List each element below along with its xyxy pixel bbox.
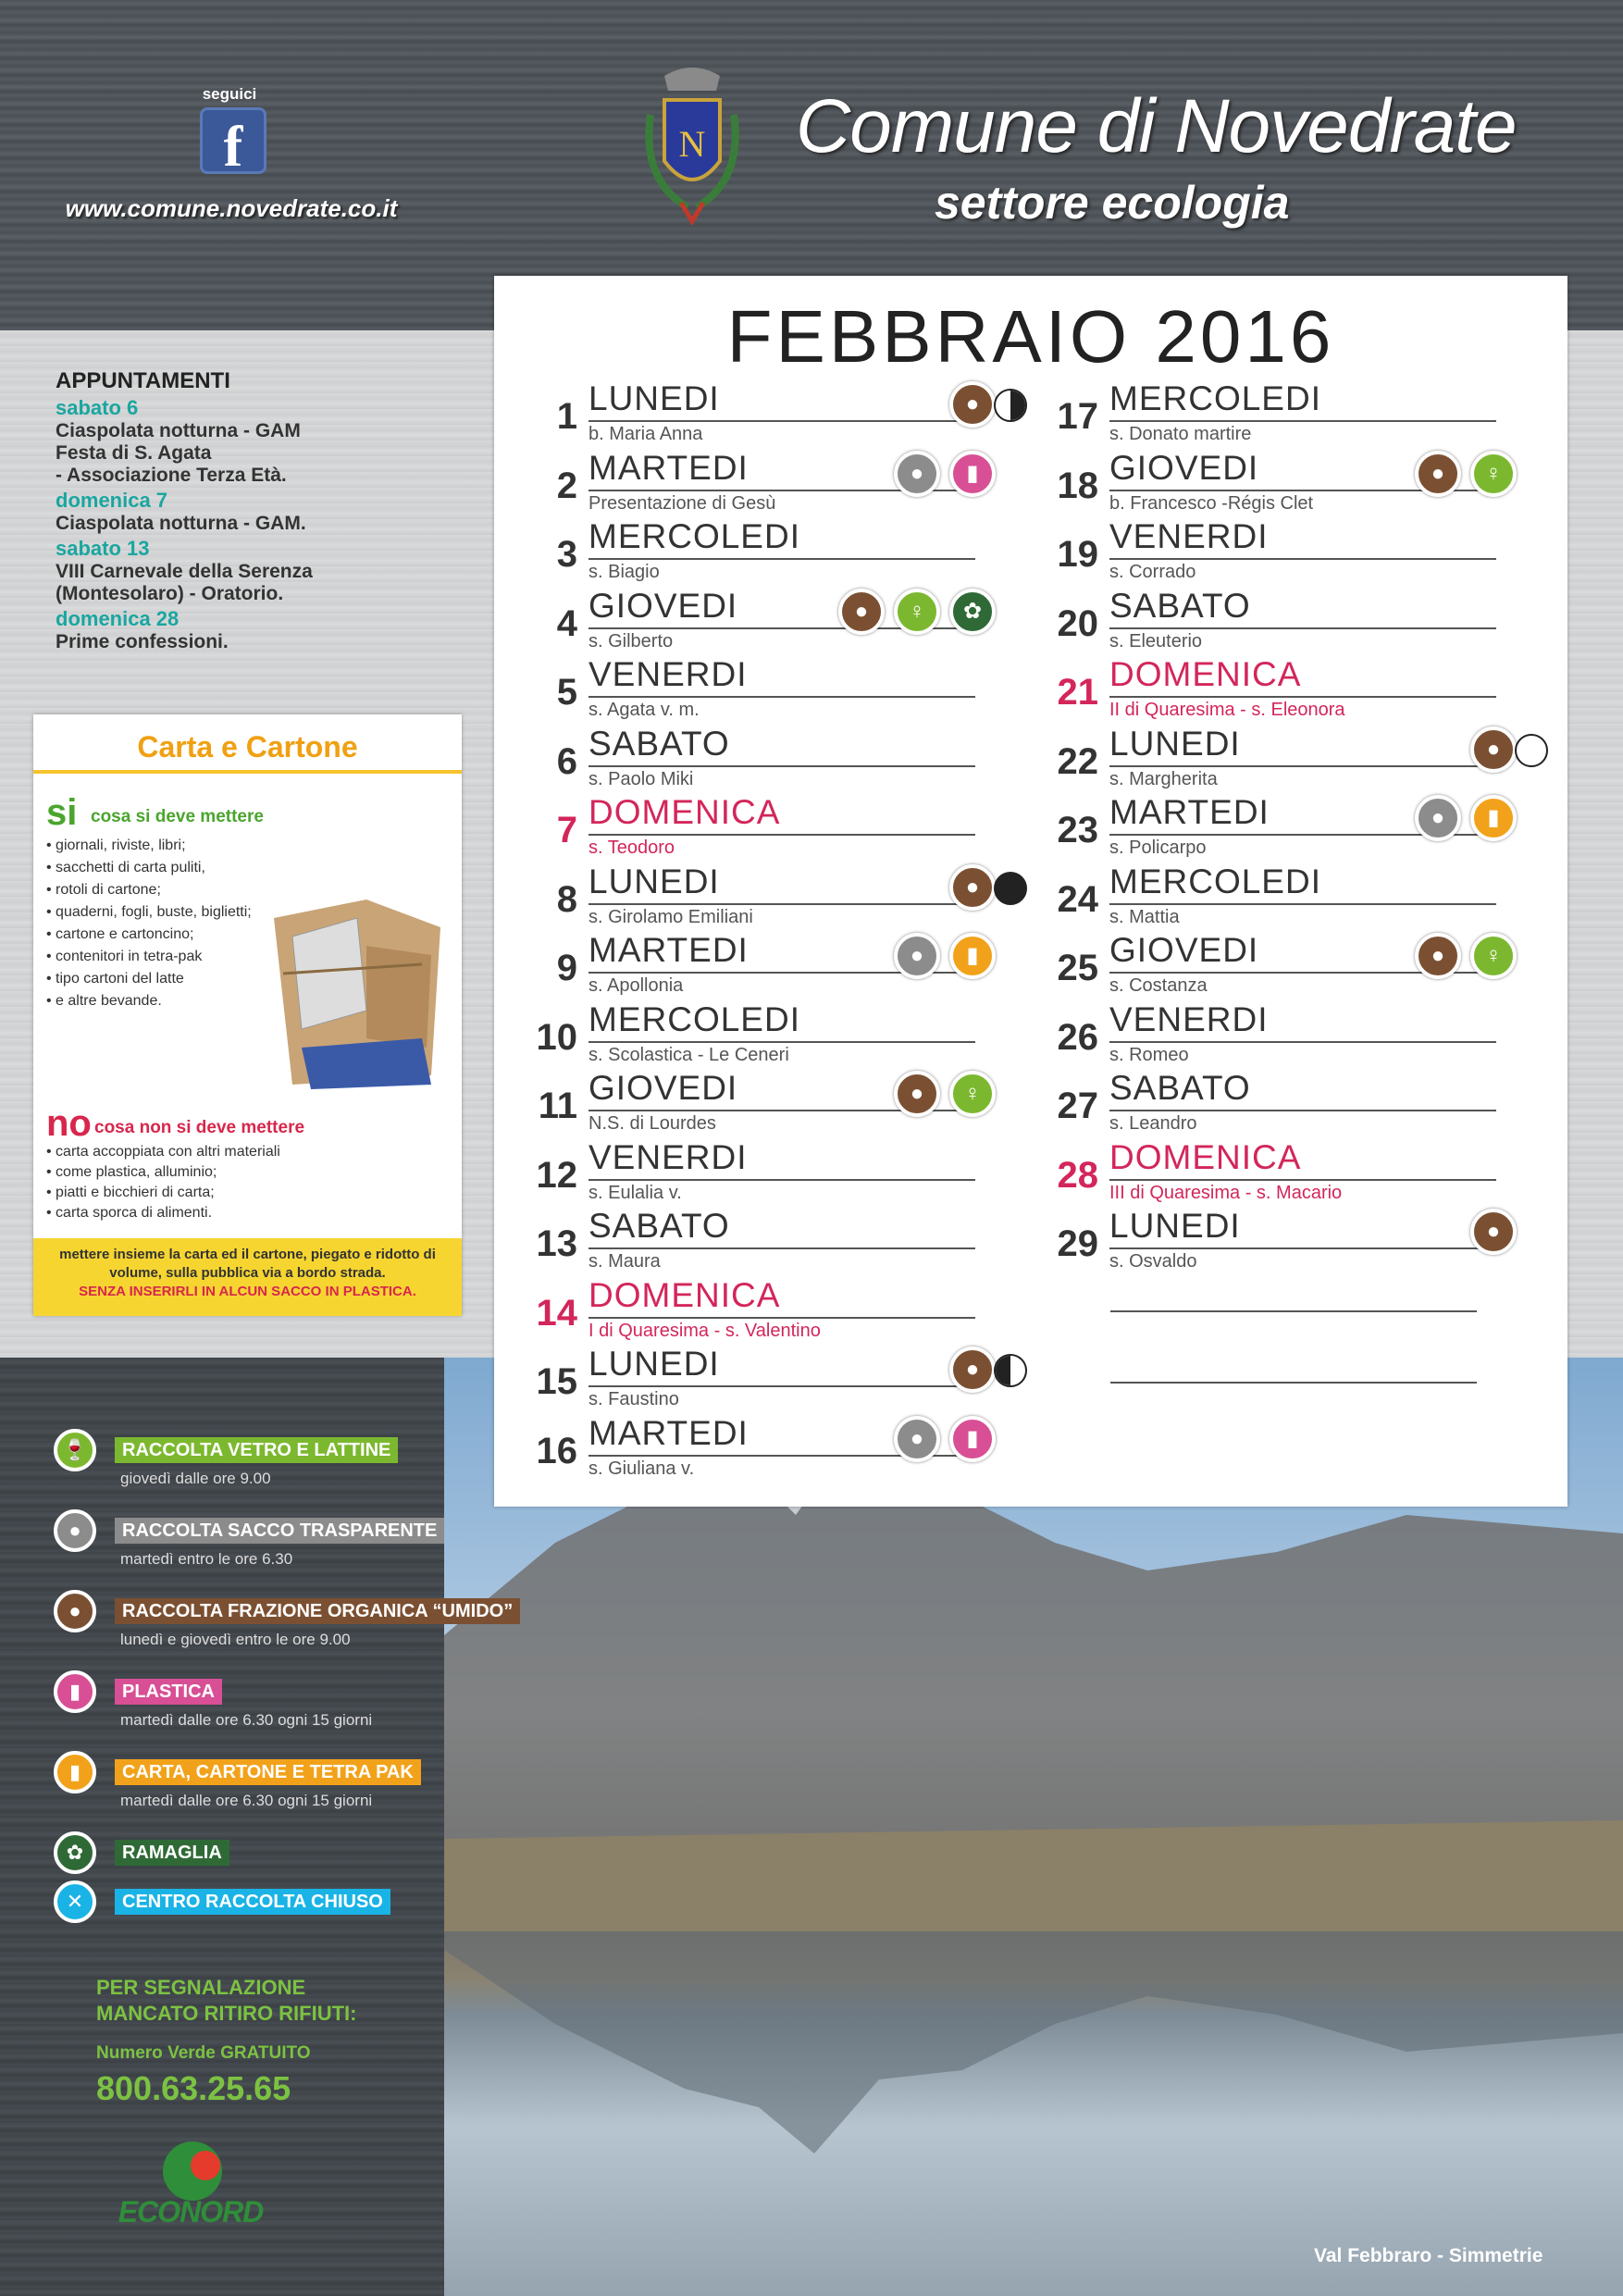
calendar-day-19	[1043, 517, 1559, 586]
day-saint: s. Mattia	[1109, 906, 1180, 927]
appointments-title: APPUNTAMENTI	[56, 368, 230, 393]
list-item-text: giornali, riviste, libri;	[56, 838, 186, 853]
crest-letter: N	[678, 123, 706, 165]
page-subtitle: settore ecologia	[935, 177, 1290, 229]
calendar-day-13	[522, 1207, 1038, 1275]
list-item-text: quaderni, fogli, buste, biglietti;	[56, 904, 252, 920]
day-name: DOMENICA	[588, 793, 781, 831]
blank-line	[1110, 1382, 1477, 1384]
calendar-panel	[494, 276, 1567, 1507]
calendar-day-24	[1043, 863, 1559, 931]
day-line	[588, 1179, 975, 1181]
umido-icon: ●	[838, 589, 885, 635]
follow-label: seguici	[202, 85, 257, 103]
day-name: LUNEDI	[588, 1345, 720, 1383]
list-item-text: carta accoppiata con altri materiali	[56, 1144, 280, 1160]
day-number: 10	[536, 1016, 577, 1058]
day-name: GIOVEDI	[1109, 931, 1259, 969]
calendar-day-18	[1043, 449, 1559, 517]
day-name: SABATO	[1109, 586, 1251, 625]
plastica-icon: ▮	[949, 1416, 996, 1462]
sacco-icon: ●	[894, 1416, 940, 1462]
day-number: 3	[556, 534, 577, 575]
vetro-icon: ♀	[894, 589, 940, 635]
day-saint: s. Giuliana v.	[588, 1458, 695, 1479]
day-saint: s. Teodoro	[588, 838, 675, 858]
day-number: 29	[1057, 1223, 1098, 1264]
list-item: • contenitori in tetra-pak	[46, 949, 203, 964]
page-title: Comune di Novedrate	[796, 84, 1517, 168]
day-line	[588, 696, 975, 698]
si-heading: si	[46, 792, 78, 833]
calendar-day-12	[522, 1138, 1038, 1207]
appointment-text: Ciaspolata notturna - GAM.	[56, 513, 306, 534]
report-line-2: MANCATO RITIRO RIFIUTI:	[96, 2002, 357, 2025]
day-line	[1109, 1247, 1496, 1249]
day-number: 18	[1057, 465, 1098, 506]
vetro-icon: ♀	[949, 1071, 996, 1117]
day-saint: s. Romeo	[1109, 1044, 1189, 1065]
calendar-day-25	[1043, 931, 1559, 999]
day-name: MARTEDI	[588, 448, 749, 487]
day-saint: s. Scolastica - Le Ceneri	[588, 1044, 789, 1065]
day-number: 22	[1057, 740, 1098, 782]
day-saint: II di Quaresima - s. Eleonora	[1109, 700, 1345, 720]
calendar-day-7	[522, 793, 1038, 862]
list-item: • come plastica, alluminio;	[46, 1164, 217, 1180]
day-name: DOMENICA	[1109, 1137, 1302, 1176]
list-item: • e altre bevande.	[46, 993, 162, 1009]
day-number: 14	[536, 1292, 577, 1334]
appointment-text: VIII Carnevale della Serenza	[56, 561, 313, 582]
day-saint: s. Eulalia v.	[588, 1182, 682, 1203]
ramaglia-icon: ✿	[949, 589, 996, 635]
day-number: 21	[1057, 672, 1098, 713]
day-saint: s. Paolo Miki	[588, 768, 694, 789]
list-item-text: rotoli di cartone;	[56, 882, 161, 898]
legend-label: RAMAGLIA	[115, 1840, 229, 1866]
day-number: 7	[556, 810, 577, 850]
day-line	[588, 1041, 975, 1043]
day-number: 12	[536, 1154, 577, 1196]
day-line	[588, 765, 975, 767]
day-line	[588, 903, 975, 905]
si-list	[46, 835, 259, 1012]
legend-label: CARTA, CARTONE E TETRA PAK	[115, 1759, 421, 1785]
day-name: MARTEDI	[588, 931, 749, 969]
list-item: • rotoli di cartone;	[46, 882, 161, 898]
cardboard-boxes-image	[255, 863, 450, 1094]
sacco-icon: ●	[894, 933, 940, 979]
calendar-day-22	[1043, 725, 1559, 793]
day-saint: s. Margherita	[1109, 768, 1218, 789]
carta-icon: ▮	[1470, 795, 1517, 841]
calendar-day-15	[522, 1345, 1038, 1413]
website-link[interactable]: www.comune.novedrate.co.it	[65, 194, 398, 222]
day-name: VENERDI	[588, 1137, 748, 1176]
day-saint: III di Quaresima - s. Macario	[1109, 1182, 1343, 1203]
vetro-icon: ♀	[1470, 451, 1517, 497]
calendar-day-2	[522, 449, 1038, 517]
day-line	[1109, 765, 1496, 767]
carta-note	[33, 1238, 462, 1316]
list-item-text: e altre bevande.	[56, 993, 162, 1009]
appointment-date: sabato 6	[56, 396, 139, 419]
day-saint: s. Maura	[588, 1251, 661, 1272]
econord-logo-text: ECONORD	[118, 2195, 264, 2228]
umido-icon: ●	[949, 1347, 996, 1393]
day-line	[1109, 558, 1496, 560]
day-name: LUNEDI	[588, 862, 720, 900]
list-item-text: come plastica, alluminio;	[56, 1164, 217, 1180]
day-number: 19	[1057, 534, 1098, 575]
day-line	[1109, 627, 1496, 629]
blank-line	[1110, 1310, 1477, 1312]
day-number: 4	[556, 602, 577, 644]
day-saint: s. Leandro	[1109, 1113, 1197, 1134]
day-line	[588, 420, 975, 422]
si-subheading: cosa si deve mettere	[91, 807, 264, 826]
day-number: 2	[556, 465, 577, 506]
day-name: LUNEDI	[1109, 1207, 1241, 1245]
day-saint: b. Maria Anna	[588, 424, 703, 444]
day-line	[588, 558, 975, 560]
day-saint: s. Donato martire	[1109, 424, 1252, 444]
day-line	[1109, 1110, 1496, 1111]
list-item: • sacchetti di carta puliti,	[46, 860, 205, 875]
legend-subtext: martedì entro le ore 6.30	[120, 1550, 293, 1568]
umido-icon: ●	[949, 864, 996, 911]
day-name: MARTEDI	[588, 1413, 749, 1452]
calendar-day-6	[522, 725, 1038, 793]
calendar-day-17	[1043, 379, 1559, 448]
appointment-text: Festa di S. Agata	[56, 442, 212, 464]
day-name: GIOVEDI	[1109, 448, 1259, 487]
day-number: 23	[1057, 810, 1098, 850]
day-line	[588, 1247, 975, 1249]
calendar-day-10	[522, 1000, 1038, 1069]
day-saint: s. Agata v. m.	[588, 700, 700, 720]
appointments-list	[56, 396, 444, 653]
day-name: VENERDI	[1109, 517, 1269, 555]
day-number: 9	[556, 948, 577, 988]
list-item: • giornali, riviste, libri;	[46, 838, 186, 853]
legend-icon-3-icon: ▮	[54, 1670, 96, 1713]
carta-note-text: mettere insieme la carta ed il cartone, piegato e ridotto di volume, sulla pubblica via a bordo strada.	[59, 1247, 436, 1281]
calendar-day-29	[1043, 1207, 1559, 1275]
day-number: 6	[556, 740, 577, 782]
day-name: VENERDI	[1109, 999, 1269, 1038]
calendar-day-26	[1043, 1000, 1559, 1069]
day-name: LUNEDI	[1109, 724, 1241, 763]
calendar-day-1	[522, 379, 1038, 448]
day-name: MERCOLEDI	[588, 517, 800, 555]
legend-label: PLASTICA	[115, 1679, 222, 1705]
list-item: • quaderni, fogli, buste, biglietti;	[46, 904, 252, 920]
legend-icon-2-icon: ●	[54, 1590, 96, 1632]
list-item: • piatti e bicchieri di carta;	[46, 1185, 215, 1200]
legend-icon-0-icon: 🍷	[54, 1429, 96, 1471]
day-name: MARTEDI	[1109, 793, 1270, 831]
day-saint: s. Biagio	[588, 562, 660, 582]
day-name: GIOVEDI	[588, 1069, 738, 1107]
day-number: 17	[1057, 396, 1098, 437]
facebook-icon[interactable]: f	[200, 107, 266, 174]
day-name: VENERDI	[588, 655, 748, 693]
photo-caption: Val Febbraro - Simmetrie	[1314, 2245, 1543, 2266]
appointment-date: domenica 7	[56, 489, 168, 512]
day-saint: s. Girolamo Emiliani	[588, 906, 753, 927]
day-name: DOMENICA	[588, 1275, 781, 1314]
list-item-text: piatti e bicchieri di carta;	[56, 1185, 215, 1200]
day-number: 20	[1057, 602, 1098, 644]
legend-icon-6-icon: ✕	[54, 1880, 96, 1923]
moon-phase-first-icon	[994, 389, 1027, 422]
umido-icon: ●	[1415, 933, 1461, 979]
day-number: 1	[556, 396, 577, 437]
calendar-day-11	[522, 1069, 1038, 1137]
legend-label: RACCOLTA VETRO E LATTINE	[115, 1437, 398, 1463]
calendar-day-14	[522, 1276, 1038, 1345]
day-name: LUNEDI	[588, 379, 720, 417]
plastica-icon: ▮	[949, 451, 996, 497]
moon-phase-new-icon	[994, 872, 1027, 905]
day-saint: s. Policarpo	[1109, 838, 1207, 858]
day-saint: s. Corrado	[1109, 562, 1196, 582]
day-number: 11	[538, 1086, 577, 1126]
list-item: • carta sporca di alimenti.	[46, 1205, 213, 1221]
day-number: 25	[1057, 948, 1098, 988]
day-number: 8	[556, 878, 577, 920]
day-saint: s. Osvaldo	[1109, 1251, 1197, 1272]
list-item: • cartone e cartoncino;	[46, 926, 194, 942]
list-item-text: tipo cartoni del latte	[56, 971, 184, 987]
phone-number[interactable]: 800.63.25.65	[96, 2069, 291, 2107]
day-line	[1109, 420, 1496, 422]
coat-of-arms-icon	[637, 59, 748, 244]
no-list	[46, 1142, 324, 1223]
day-number: 13	[536, 1223, 577, 1264]
day-name: SABATO	[588, 1207, 730, 1245]
day-name: SABATO	[588, 724, 730, 763]
appointments	[56, 368, 444, 653]
day-line	[588, 1317, 975, 1319]
day-saint: s. Eleuterio	[1109, 630, 1203, 652]
list-item-text: cartone e cartoncino;	[56, 926, 194, 942]
day-saint: b. Francesco -Régis Clet	[1109, 492, 1314, 514]
report-line-1: PER SEGNALAZIONE	[96, 1976, 306, 1999]
list-item: • tipo cartoni del latte	[46, 971, 184, 987]
day-saint: s. Costanza	[1109, 975, 1208, 996]
calendar-day-9	[522, 931, 1038, 999]
legend-subtext: martedì dalle ore 6.30 ogni 15 giorni	[120, 1711, 373, 1729]
legend-icon-1-icon: ●	[54, 1509, 96, 1552]
calendar-day-27	[1043, 1069, 1559, 1137]
umido-icon: ●	[949, 381, 996, 428]
umido-icon: ●	[1470, 1209, 1517, 1255]
appointment-text: - Associazione Terza Età.	[56, 465, 287, 486]
day-name: DOMENICA	[1109, 655, 1302, 693]
appointment-text: Prime confessioni.	[56, 631, 229, 652]
calendar-day-8	[522, 863, 1038, 931]
appointment-date: sabato 13	[56, 537, 150, 560]
day-name: MERCOLEDI	[588, 999, 800, 1038]
no-subheading: cosa non si deve mettere	[94, 1118, 305, 1137]
day-line	[1109, 903, 1496, 905]
appointment-text: Ciaspolata notturna - GAM	[56, 420, 301, 441]
day-line	[588, 834, 975, 836]
umido-icon: ●	[1415, 451, 1461, 497]
calendar-day-20	[1043, 587, 1559, 655]
sacco-icon: ●	[1415, 795, 1461, 841]
day-saint: s. Faustino	[588, 1389, 679, 1409]
calendar-day-5	[522, 655, 1038, 724]
day-number: 26	[1057, 1016, 1098, 1058]
list-item-text: sacchetti di carta puliti,	[56, 860, 205, 875]
carta-title: Carta e Cartone	[33, 714, 462, 774]
day-name: MERCOLEDI	[1109, 379, 1321, 417]
report-heading	[96, 1975, 357, 2027]
carta-icon: ▮	[949, 933, 996, 979]
calendar-title: FEBBRAIO 2016	[726, 295, 1335, 378]
carta-info-box	[33, 714, 462, 1316]
moon-phase-full-icon	[1515, 734, 1548, 767]
day-number: 16	[536, 1430, 577, 1471]
appointment-text: (Montesolaro) - Oratorio.	[56, 583, 284, 604]
calendar-day-21	[1043, 655, 1559, 724]
vetro-icon: ♀	[1470, 933, 1517, 979]
day-line	[1109, 1179, 1496, 1181]
day-name: SABATO	[1109, 1069, 1251, 1107]
day-saint: I di Quaresima - s. Valentino	[588, 1320, 821, 1341]
umido-icon: ●	[1470, 726, 1517, 773]
legend-label: RACCOLTA FRAZIONE ORGANICA “UMIDO”	[115, 1598, 520, 1624]
day-line	[588, 1385, 975, 1387]
day-number: 5	[556, 672, 577, 713]
legend-label: CENTRO RACCOLTA CHIUSO	[115, 1889, 390, 1915]
day-line	[1109, 1041, 1496, 1043]
legend-subtext: martedì dalle ore 6.30 ogni 15 giorni	[120, 1792, 373, 1809]
legend-icon-4-icon: ▮	[54, 1751, 96, 1793]
calendar-day-3	[522, 517, 1038, 586]
sacco-icon: ●	[894, 451, 940, 497]
umido-icon: ●	[894, 1071, 940, 1117]
calendar-day-4	[522, 587, 1038, 655]
day-saint: N.S. di Lourdes	[588, 1113, 716, 1134]
free-number-label: Numero Verde GRATUITO	[96, 2043, 311, 2063]
no-heading: no	[46, 1103, 92, 1144]
appointment-date: domenica 28	[56, 607, 180, 630]
legend-icon-5-icon: ✿	[54, 1831, 96, 1874]
day-number: 28	[1057, 1154, 1098, 1196]
day-number: 15	[536, 1361, 577, 1402]
legend-subtext: lunedì e giovedì entro le ore 9.00	[120, 1631, 351, 1648]
day-number: 27	[1057, 1086, 1098, 1126]
day-saint: s. Apollonia	[588, 975, 684, 996]
calendar-day-16	[522, 1414, 1038, 1483]
legend-subtext: giovedì dalle ore 9.00	[120, 1470, 271, 1487]
list-item-text: contenitori in tetra-pak	[56, 949, 203, 964]
carta-note-warning: SENZA INSERIRLI IN ALCUN SACCO IN PLASTICA.	[79, 1284, 416, 1299]
day-saint: Presentazione di Gesù	[588, 492, 776, 514]
moon-phase-last-icon	[994, 1354, 1027, 1387]
list-item: • carta accoppiata con altri materiali	[46, 1144, 280, 1160]
day-line	[1109, 696, 1496, 698]
day-name: MERCOLEDI	[1109, 862, 1321, 900]
legend-label: RACCOLTA SACCO TRASPARENTE	[115, 1518, 444, 1544]
calendar-day-23	[1043, 793, 1559, 862]
calendar-day-28	[1043, 1138, 1559, 1207]
list-item-text: carta sporca di alimenti.	[56, 1205, 213, 1221]
day-saint: s. Gilberto	[588, 630, 674, 652]
day-number: 24	[1057, 878, 1098, 920]
day-name: GIOVEDI	[588, 586, 738, 625]
